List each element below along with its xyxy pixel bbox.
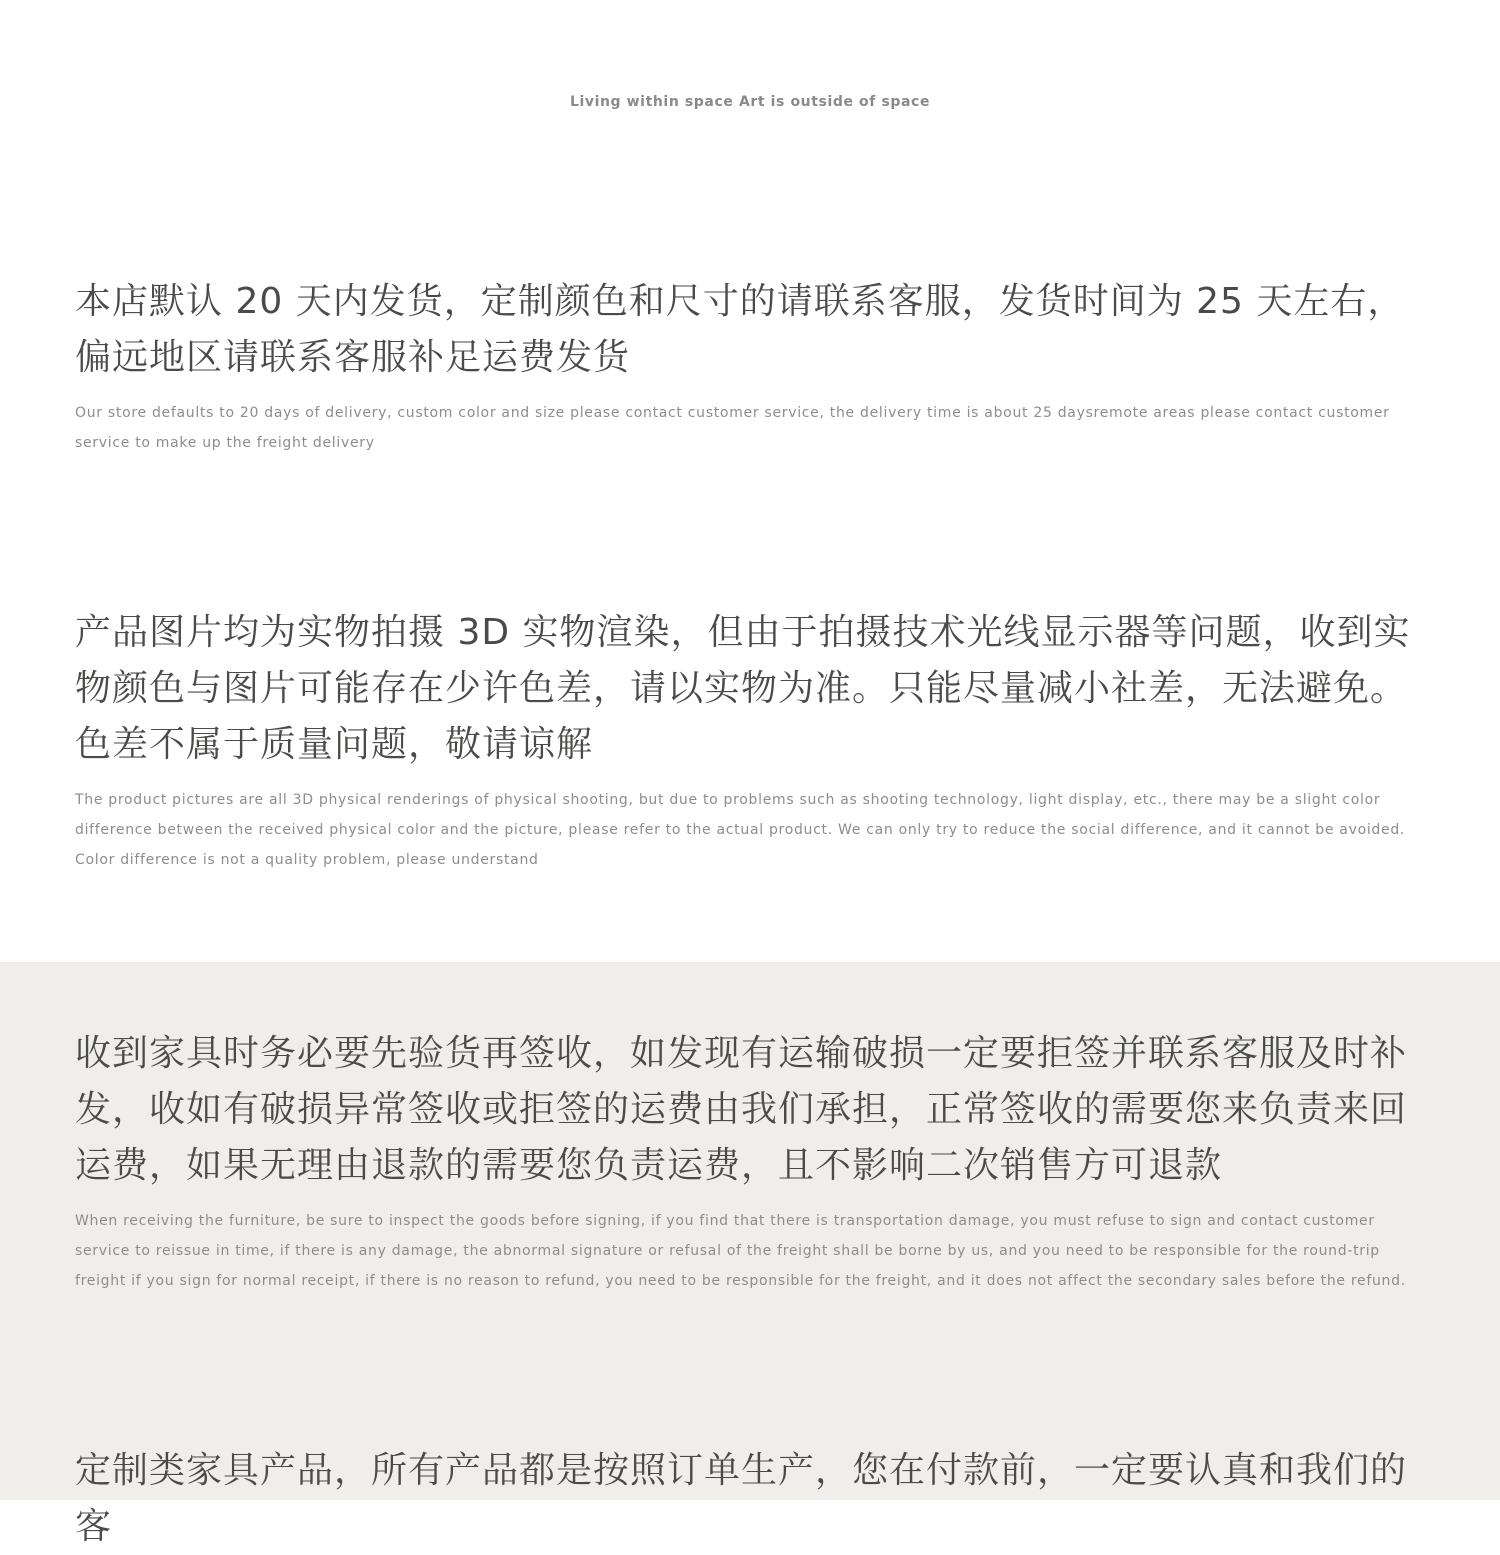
inspection-notice — [75, 1026, 1425, 1296]
shipping-notice-zh: 本店默认 20 天内发货，定制颜色和尺寸的请联系客服，发货时间为 25 天左右，偏远地区请联系客服补足运费发货 — [75, 281, 1405, 378]
inspection-notice-zh: 收到家具时务必要先验货再签收，如发现有运输破损一定要拒签并联系客服及时补发，收如有破损异常签收或拒签的运费由我们承担，正常签收的需要您来负责来回运费，如果无理由退款的需要您负责运费，且不影响二次销售方可退款 — [75, 1033, 1408, 1186]
custom-furniture-notice-zh: 定制类家具产品，所有产品都是按照订单生产，您在付款前，一定要认真和我们的客 — [75, 1450, 1408, 1547]
inspection-notice-en: When receiving the furniture, be sure to inspect the goods before signing, if you find that there is transportation damage, you must refuse to sign and contact customer service to reissue in time, if there is any damage, the abnormal signature or refusal of the freight shall be borne by us, and you need to be responsible for the round-trip freight if you sign for normal receipt, if there is no reason to refund, you need to be responsible for the freight, and it does not affect the secondary sales before the refund. — [75, 1213, 1406, 1289]
shipping-notice — [75, 274, 1425, 458]
color-difference-notice-en: The product pictures are all 3D physical renderings of physical shooting, but due to problems such as shooting technology, light display, etc., there may be a slight color difference between the received physical color and the picture, please refer to the actual product. We can only try to reduce the social difference, and it cannot be avoided. Color difference is not a quality problem, please understand — [75, 792, 1406, 868]
color-difference-notice — [75, 605, 1425, 875]
tagline: Living within space Art is outside of space — [569, 94, 931, 110]
custom-furniture-notice — [75, 1443, 1425, 1555]
shipping-notice-en: Our store defaults to 20 days of delivery, custom color and size please contact customer service, the delivery time is about 25 daysremote areas please contact customer service to make up the freight delivery — [75, 405, 1390, 451]
color-difference-notice-zh: 产品图片均为实物拍摄 3D 实物渲染，但由于拍摄技术光线显示器等问题，收到实物颜色与图片可能存在少许色差，请以实物为准。只能尽量减小社差，无法避免。色差不属于质量问题，敬请谅解 — [75, 612, 1411, 765]
